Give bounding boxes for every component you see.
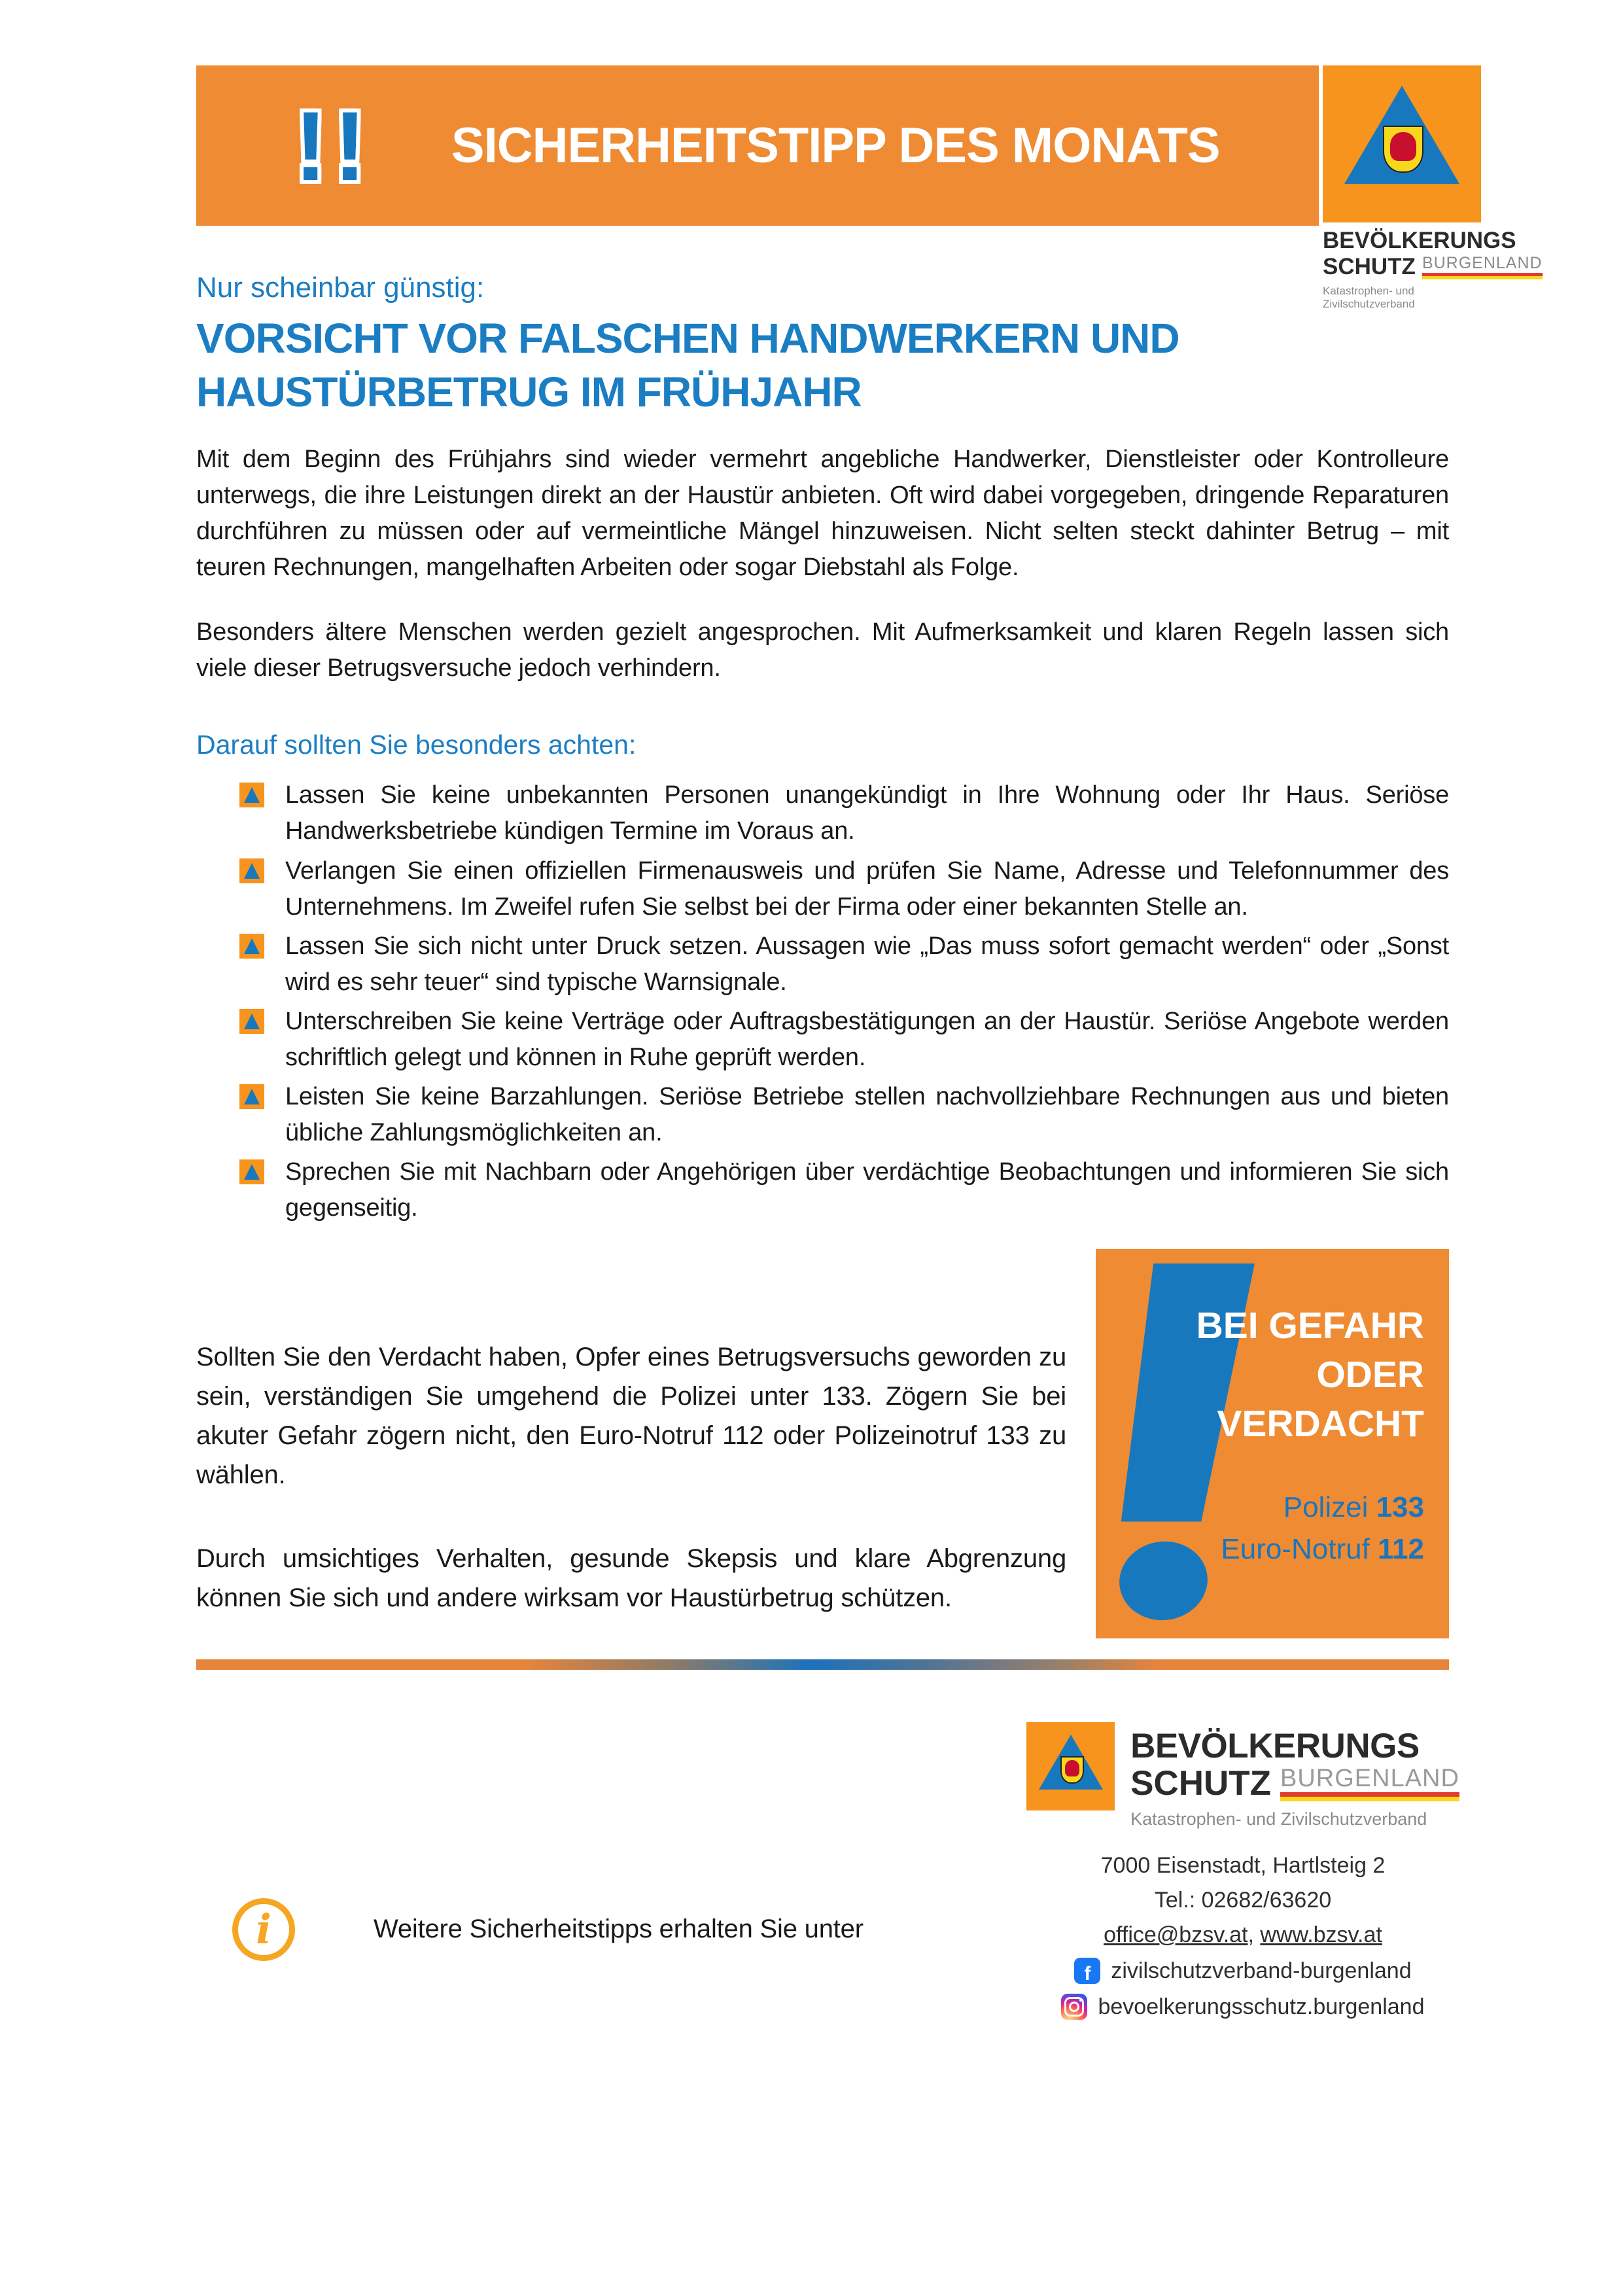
checklist-heading: Darauf sollten Sie besonders achten: [196, 730, 637, 760]
emergency-box-text [1196, 1301, 1424, 1570]
bullet-logo-icon [239, 858, 264, 883]
org-name-line1: BEVÖLKERUNGS [1323, 228, 1516, 253]
bullet-triangle-icon [244, 1089, 260, 1104]
facebook-line [1061, 1956, 1424, 1987]
bullet-triangle-icon [244, 863, 260, 879]
bullet-triangle-icon [244, 1164, 260, 1180]
list-item [239, 1004, 1449, 1076]
intro-paragraph-2: Besonders ältere Menschen werden gezielt angesprochen. Mit Aufmerksamkeit und klaren Regeln lassen sich viele dieser Betrugsversuche jedoch verhindern. [196, 618, 1449, 682]
content-column [196, 272, 1459, 2022]
facebook-handle: zivilschutzverband-burgenland [1111, 1958, 1412, 1984]
eagle-shape [1065, 1760, 1079, 1776]
org-logo-text [1130, 1726, 1459, 1830]
web-links-line [1061, 1920, 1424, 1951]
bullet-logo-icon [239, 934, 264, 959]
red-bar [1280, 1792, 1459, 1797]
list-item-text: Lassen Sie keine unbekannten Personen unangekündigt in Ihre Wohnung oder Ihr Haus. Seriöse Handwerksbetriebe kündigen Termine im Voraus an. [285, 781, 1449, 845]
header-banner [196, 65, 1319, 226]
org-name-line2: SCHUTZ [1323, 254, 1416, 280]
emergency-label: Euro-Notruf [1221, 1533, 1378, 1565]
region-name: BURGENLAND [1422, 253, 1543, 272]
list-item [239, 777, 1449, 849]
email-link[interactable]: office@bzsv.at [1104, 1922, 1248, 1948]
region-name: BURGENLAND [1280, 1764, 1459, 1792]
emergency-title-line: ODER [1316, 1353, 1424, 1396]
emergency-numbers [1196, 1487, 1424, 1570]
list-item-text: Verlangen Sie einen offiziellen Firmenausweis und prüfen Sie Name, Adresse und Telefonnummer des Unternehmens. Im Zweifel rufen Sie selbst bei der Firma oder einer bekannten Stelle an. [285, 857, 1449, 921]
list-item-text: Leisten Sie keine Barzahlungen. Seriöse Betriebe stellen nachvollziehbare Rechnungen aus und bieten übliche Zahlungsmöglichkeiten an. [285, 1083, 1449, 1147]
list-item [239, 1079, 1449, 1151]
footer [196, 1722, 1459, 2022]
info-icon-glyph: i [256, 1905, 271, 1953]
list-item [239, 1154, 1449, 1226]
instagram-line [1061, 1992, 1424, 2022]
org-tagline: Katastrophen- und Zivilschutzverband [1130, 1809, 1427, 1829]
contact-block [1037, 1722, 1459, 2022]
org-logo-footer [1026, 1722, 1459, 1830]
banner-title: SICHERHEITSTIPP DES MONATS [451, 118, 1220, 173]
info-note [232, 1837, 864, 2022]
bullet-logo-icon [239, 1084, 264, 1109]
emergency-label: Polizei [1283, 1491, 1376, 1524]
bullet-logo-icon [239, 1159, 264, 1184]
org-name-line2: SCHUTZ [1130, 1764, 1271, 1803]
emergency-number-row [1196, 1528, 1424, 1570]
advice-paragraph-1: Sollten Sie den Verdacht haben, Opfer eines Betrugsversuchs geworden zu sein, verständigen Sie umgehend die Polizei unter 133. Zögern Sie bei akuter Gefahr zögern nicht, den Euro-Notruf 112 oder Polizeinotruf 133 zu wählen. [196, 1342, 1066, 1489]
emergency-number: 112 [1378, 1533, 1424, 1565]
bullet-triangle-icon [244, 938, 260, 954]
intro-paragraph-1: Mit dem Beginn des Frühjahrs sind wieder vermehrt angebliche Handwerker, Dienstleister oder Kontrolleure unterwegs, die ihre Leistungen direkt an der Haustür anbieten. Oft wird dabei vorgegeben, dringende Reparaturen durchführen zu müssen oder auf vermeintliche Mängel hinzuweisen. Nicht selten steckt dahinter Betrug – mit teuren Rechnungen, mangelhaften Arbeiten oder sogar Diebstahl als Folge. [196, 445, 1449, 582]
bullet-logo-icon [239, 1009, 264, 1034]
list-item-text: Unterschreiben Sie keine Verträge oder Auftragsbestätigungen an der Haustür. Seriöse Angebote werden schriftlich gelegt und können in Ruhe geprüft werden. [285, 1007, 1449, 1072]
burgenland-coat-of-arms-icon [1383, 126, 1423, 173]
advice-section [196, 1249, 1449, 1638]
yellow-bar [1280, 1797, 1459, 1801]
emergency-title-line: BEI GEFAHR [1196, 1304, 1424, 1347]
emergency-title [1196, 1301, 1424, 1449]
burgenland-coat-of-arms-icon [1060, 1756, 1084, 1784]
facebook-icon: f [1074, 1958, 1100, 1984]
instagram-icon [1061, 1994, 1087, 2020]
list-item-text: Lassen Sie sich nicht unter Druck setzen. Aussagen wie „Das muss sofort gemacht werden“ oder „Sonst wird es sehr teuer“ sind typische Warnsignale. [285, 932, 1449, 996]
page-title: VORSICHT VOR FALSCHEN HANDWERKERN UND HAUSTÜRBETRUG IM FRÜHJAHR [196, 315, 1179, 415]
civil-protection-triangle-icon [1323, 65, 1481, 222]
bullet-triangle-icon [244, 1014, 260, 1029]
emergency-number: 133 [1376, 1491, 1424, 1524]
list-item [239, 853, 1449, 925]
info-icon [232, 1898, 295, 1961]
address-line: 7000 Eisenstadt, Hartlsteig 2 [1100, 1853, 1386, 1879]
website-link[interactable]: www.bzsv.at [1260, 1922, 1382, 1948]
advice-text-column [196, 1249, 1066, 1638]
region-badge [1280, 1766, 1459, 1802]
gradient-divider [196, 1659, 1449, 1670]
org-name-line1: BEVÖLKERUNGS [1130, 1726, 1420, 1765]
bullet-triangle-icon [244, 787, 260, 803]
kicker: Nur scheinbar günstig: [196, 272, 485, 304]
list-item-text: Sprechen Sie mit Nachbarn oder Angehörigen über verdächtige Beobachtungen und informieren Sie sich gegenseitig. [285, 1158, 1449, 1222]
checklist [196, 777, 1449, 1226]
org-tagline: Katastrophen- und Zivilschutzverband [1323, 285, 1415, 310]
advice-paragraph-2: Durch umsichtiges Verhalten, gesunde Skepsis und klare Abgrenzung können Sie sich und andere wirksam vor Haustürbetrug schützen. [196, 1544, 1066, 1612]
phone-line: Tel.: 02682/63620 [1154, 1888, 1332, 1913]
eagle-shape [1390, 132, 1417, 161]
list-item [239, 928, 1449, 1000]
double-exclamation-icon: !! [294, 90, 373, 201]
civil-protection-triangle-icon [1026, 1722, 1115, 1810]
info-text: Weitere Sicherheitstipps erhalten Sie unter [374, 1915, 864, 1944]
link-separator: , [1248, 1922, 1261, 1948]
emergency-number-row [1196, 1487, 1424, 1528]
instagram-handle: bevoelkerungsschutz.burgenland [1098, 1994, 1425, 2019]
contact-lines [1061, 1846, 1424, 2022]
emergency-box [1096, 1249, 1449, 1638]
emergency-title-line: VERDACHT [1217, 1402, 1424, 1445]
bullet-logo-icon [239, 783, 264, 807]
